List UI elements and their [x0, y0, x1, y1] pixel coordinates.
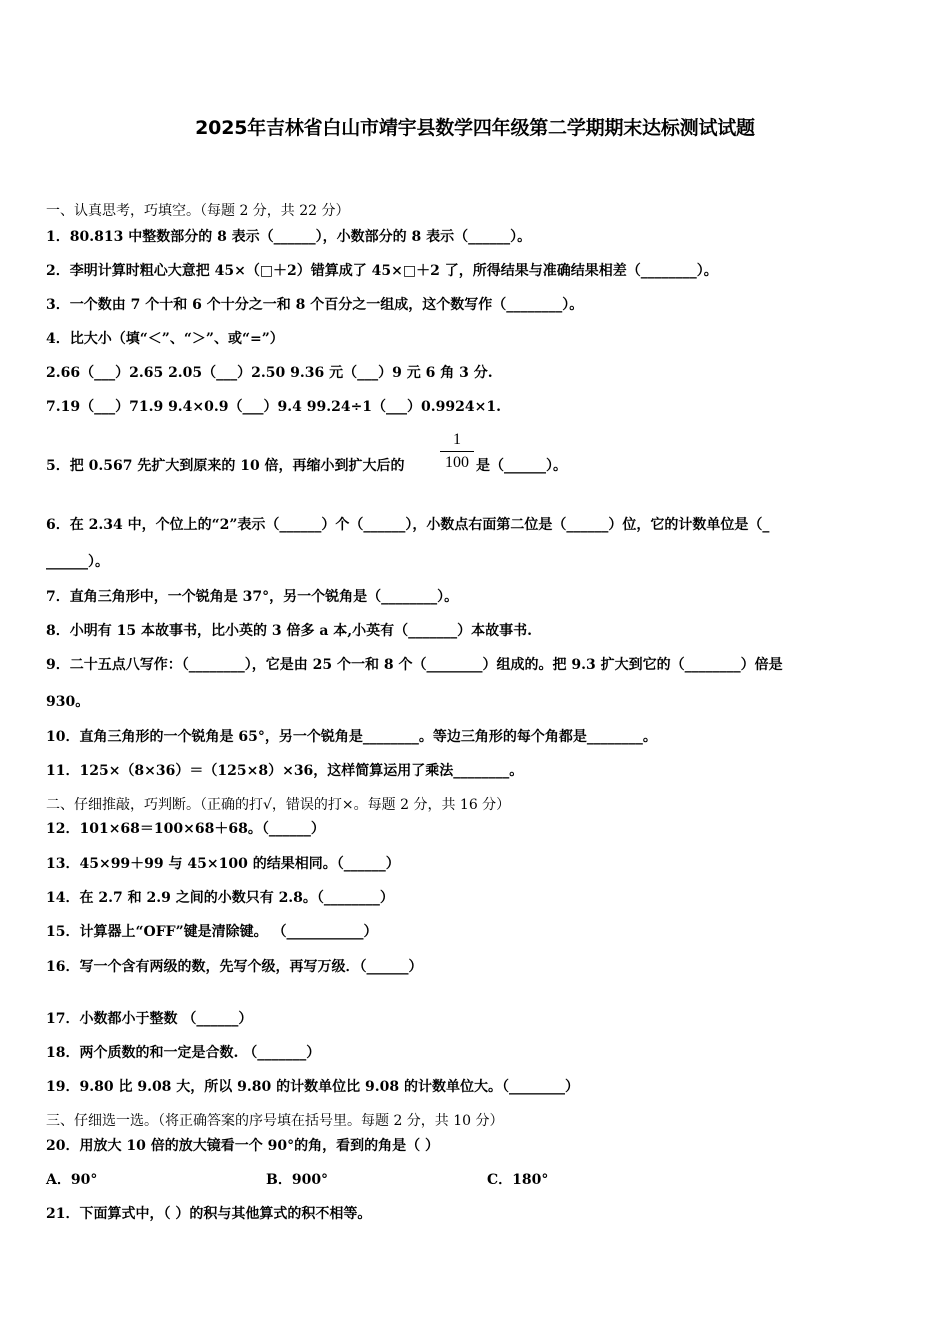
fraction-bar [440, 451, 474, 452]
question-12: 12．101×68＝100×68＋68。（______） [46, 821, 325, 837]
question-5-fraction [440, 430, 474, 473]
question-20-option-a: A．90° [46, 1172, 98, 1188]
question-2: 2．李明计算时粗心大意把 45×（□＋2）错算成了 45×□＋2 了，所得结果与准确结果相差（________）。 [46, 263, 718, 279]
page-title: 2025年吉林省白山市靖宇县数学四年级第二学期期末达标测试试题 [195, 117, 755, 139]
question-21: 21．下面算式中，（ ）的积与其他算式的积不相等。 [46, 1206, 372, 1222]
question-18: 18．两个质数的和一定是合数. （_______） [46, 1045, 321, 1061]
question-20-option-c: C．180° [487, 1172, 549, 1188]
question-10: 10．直角三角形的一个锐角是 65°，另一个锐角是________。等边三角形的每个角都是________。 [46, 729, 657, 745]
fraction-denominator: 100 [445, 454, 469, 471]
section-2-heading: 二、仔细推敲，巧判断。（正确的打√，错误的打×。每题 2 分，共 16 分） [46, 797, 511, 813]
question-14: 14．在 2.7 和 2.9 之间的小数只有 2.8。（________） [46, 890, 394, 906]
question-9-line-1: 9．二十五点八写作：（________），它是由 25 个一和 8 个（________）组成的。把 9.3 扩大到它的（________）倍是 [46, 657, 783, 673]
section-1-heading: 一、认真思考，巧填空。（每题 2 分，共 22 分） [46, 203, 350, 219]
question-3: 3．一个数由 7 个十和 6 个十分之一和 8 个百分之一组成，这个数写作（________）。 [46, 297, 584, 313]
section-3-heading: 三、仔细选一选。（将正确答案的序号填在括号里。每题 2 分，共 10 分） [46, 1113, 504, 1129]
question-11: 11．125×（8×36）＝（125×8）×36，这样简算运用了乘法________。 [46, 763, 524, 779]
question-7: 7．直角三角形中，一个锐角是 37°，另一个锐角是（________）。 [46, 589, 459, 605]
question-20: 20．用放大 10 倍的放大镜看一个 90°的角，看到的角是（ ） [46, 1138, 439, 1154]
question-8: 8．小明有 15 本故事书，比小英的 3 倍多 a 本,小英有（_______）本故事书. [46, 623, 533, 639]
question-15: 15．计算器上“OFF”键是清除键。 （___________） [46, 924, 378, 940]
question-4-row-1: 2.66（___）2.65 2.05（___）2.50 9.36 元（___）9 元 6 角 3 分. [46, 365, 493, 381]
question-6-line-2: ______）。 [46, 554, 109, 570]
question-5-after: 是（______）。 [476, 458, 567, 474]
question-19: 19．9.80 比 9.08 大，所以 9.80 的计数单位比 9.08 的计数单位大。（________） [46, 1079, 579, 1095]
question-4-row-2: 7.19（___）71.9 9.4×0.9（___）9.4 99.24÷1（___）0.9924×1. [46, 399, 501, 415]
question-4: 4．比大小（填“＜”、“＞”、或“=”） [46, 331, 284, 347]
question-9-line-2: 930。 [46, 694, 90, 710]
question-6-line-1: 6．在 2.34 中，个位上的“2”表示（______）个（______），小数点右面第二位是（______）位，它的计数单位是（_ [46, 517, 770, 533]
question-5-before: 5．把 0.567 先扩大到原来的 10 倍，再缩小到扩大后的 [46, 458, 405, 474]
question-20-option-b: B．900° [266, 1172, 329, 1188]
question-16: 16．写一个含有两级的数，先写个级，再写万级．（______） [46, 959, 423, 975]
fraction-numerator: 1 [453, 431, 461, 448]
question-13: 13．45×99＋99 与 45×100 的结果相同。（______） [46, 856, 400, 872]
question-1: 1．80.813 中整数部分的 8 表示（______），小数部分的 8 表示（______）。 [46, 229, 532, 245]
question-17: 17．小数都小于整数 （______） [46, 1011, 253, 1027]
